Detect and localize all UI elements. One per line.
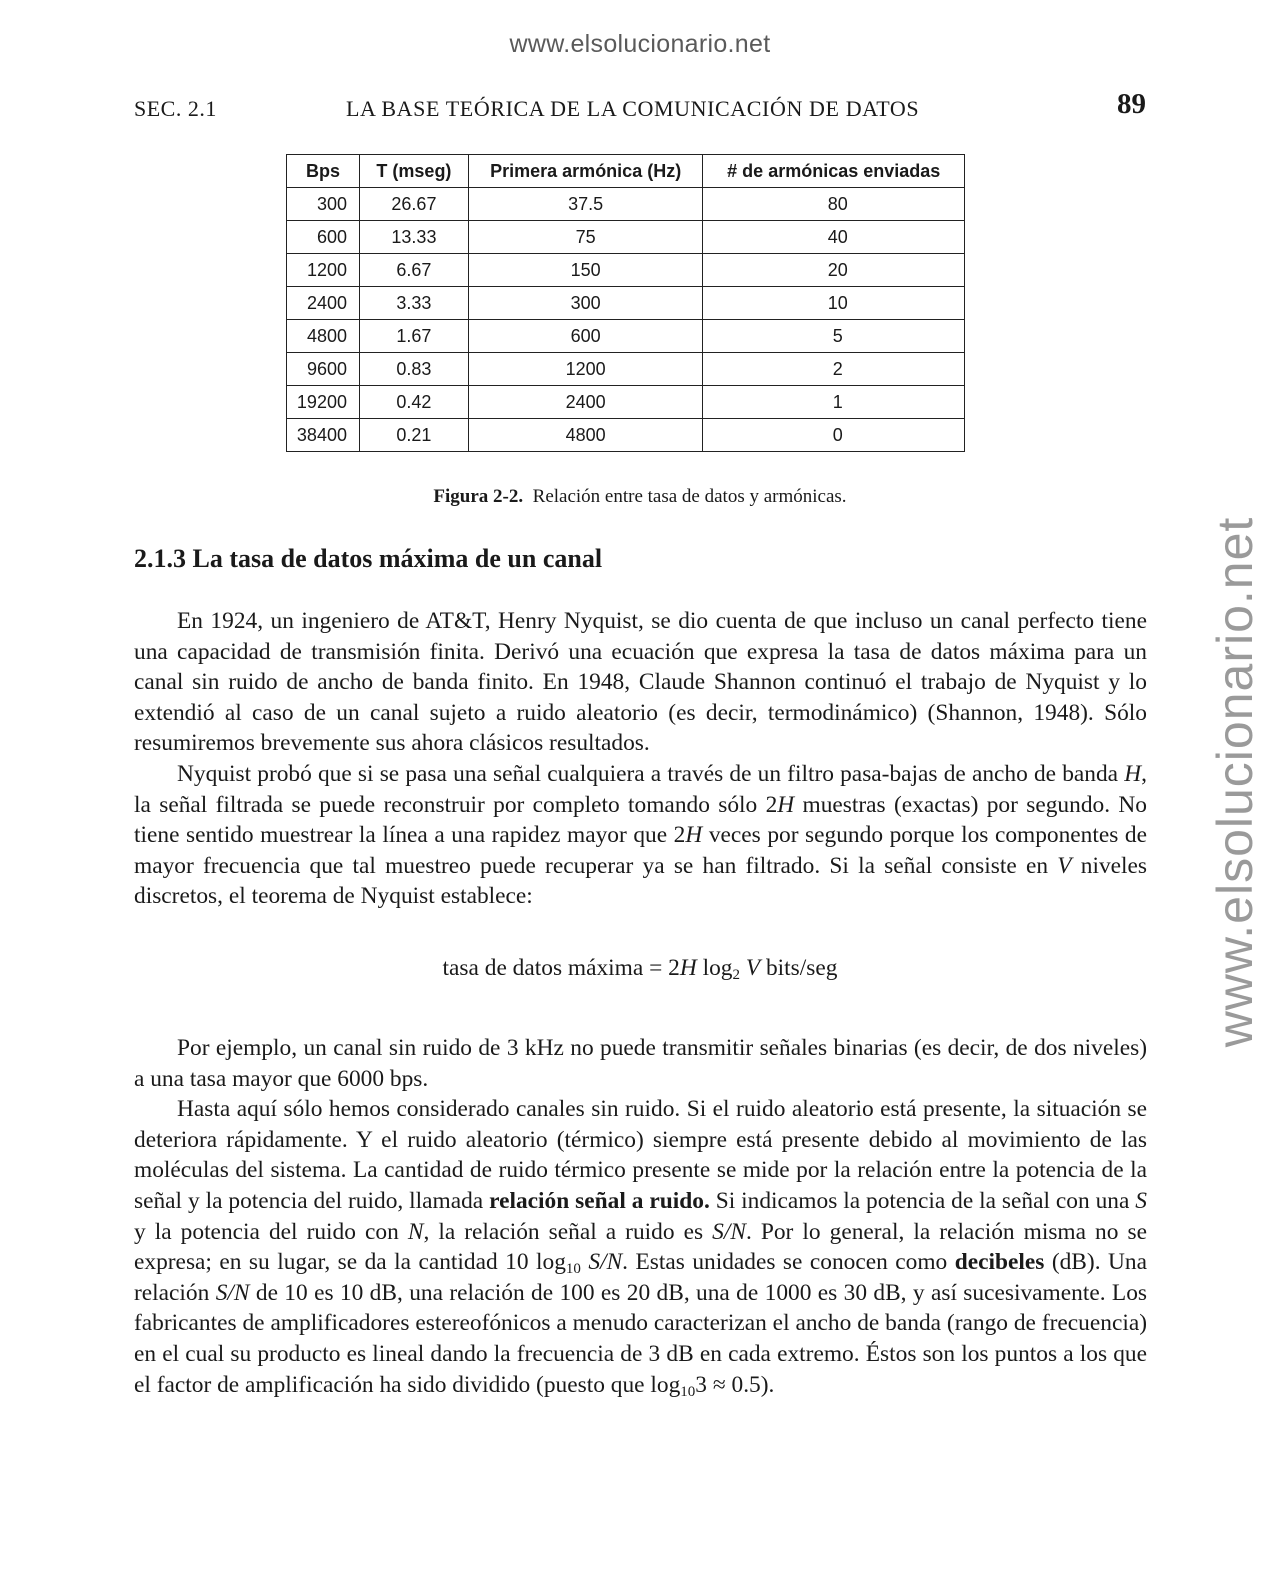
cell-bps: 1200 [287,254,360,287]
watermark-url-top[interactable]: www.elsolucionario.net [509,30,771,58]
cell-harmonics-sent: 80 [703,188,965,221]
table-row [287,287,965,320]
cell-first-harmonic: 4800 [468,419,703,452]
nyquist-formula: tasa de datos máxima = 2H $\log_2 V$ bits/seg [442,955,838,983]
table-row [287,188,965,221]
cell-bps: 9600 [287,353,360,386]
cell-first-harmonic: 2400 [468,386,703,419]
cell-harmonics-sent: 2 [703,353,965,386]
cell-harmonics-sent: 5 [703,320,965,353]
body-block-2 [134,1033,1147,1400]
cell-bps: 600 [287,221,360,254]
table-row [287,419,965,452]
cell-period: 13.33 [359,221,468,254]
cell-period: 0.83 [359,353,468,386]
cell-harmonics-sent: 0 [703,419,965,452]
figure-caption [0,486,1280,508]
section-heading: 2.1.3 La tasa de datos máxima de un canal [134,544,603,573]
cell-bps: 2400 [287,287,360,320]
watermark-url-side: www.elsolucionario.net [1207,516,1263,1048]
table-row [287,320,965,353]
paragraph-nyquist-intro: En 1924, un ingeniero de AT&T, Henry Nyquist, se dio cuenta de que incluso un canal perfecto tiene una capacidad de transmisión finita. Derivó una ecuación que expresa la tasa de datos máxima para un canal sin ruido de ancho de banda finito. En 1948, Claude Shannon continuó el trabajo de Nyquist y lo extendió al caso de un canal sujeto a ruido aleatorio (es decir, termodinámico) (Shannon, 1948). Sólo resumiremos brevemente sus ahora clásicos resultados. [134,608,1147,757]
cell-first-harmonic: 600 [468,320,703,353]
table-row [287,221,965,254]
cell-first-harmonic: 37.5 [468,188,703,221]
chapter-title: LA BASE TEÓRICA DE LA COMUNICACIÓN DE DATOS [346,96,920,121]
cell-bps: 19200 [287,386,360,419]
section-number: SEC. 2.1 [134,96,217,121]
body-block-1 [134,606,1147,912]
running-head [134,88,1146,124]
cell-harmonics-sent: 10 [703,287,965,320]
cell-bps: 4800 [287,320,360,353]
term-snr: relación señal a ruido. [489,1187,710,1214]
paragraph-example: Por ejemplo, un canal sin ruido de 3 kHz no puede transmitir señales binarias (es decir, de dos niveles) a una tasa mayor que 6000 bps. [134,1035,1147,1092]
cell-harmonics-sent: 40 [703,221,965,254]
header-first-harmonic: Primera armónica (Hz) [468,155,703,188]
table-row [287,386,965,419]
cell-first-harmonic: 75 [468,221,703,254]
cell-first-harmonic: 300 [468,287,703,320]
cell-period: 0.42 [359,386,468,419]
figure-caption-text: Relación entre tasa de datos y armónicas. [532,486,847,507]
cell-harmonics-sent: 1 [703,386,965,419]
cell-period: 26.67 [359,188,468,221]
header-period: T (mseg) [359,155,468,188]
paragraph-nyquist-theorem: Nyquist probó que si se pasa una señal cualquiera a través de un filtro pasa-bajas de ancho de banda H, la señal filtrada se puede reconstruir por completo tomando sólo 2H muestras (exactas) por segundo. No tiene sentido muestrear la línea a una rapidez mayor que 2H veces por segundo porque los componentes de mayor frecuencia que tal muestreo puede recuperar ya se han filtrado. Si la señal consiste en V niveles discretos, el teorema de Nyquist establece: [134,760,1147,910]
cell-first-harmonic: 1200 [468,353,703,386]
cell-bps: 38400 [287,419,360,452]
data-rate-table [286,154,965,452]
cell-period: 3.33 [359,287,468,320]
header-bps: Bps [287,155,360,188]
cell-first-harmonic: 150 [468,254,703,287]
cell-period: 6.67 [359,254,468,287]
cell-period: 1.67 [359,320,468,353]
cell-bps: 300 [287,188,360,221]
header-harmonics-sent: # de armónicas enviadas [703,155,965,188]
figure-label: Figura 2-2. [433,486,524,507]
paragraph-noise: Hasta aquí sólo hemos considerado canales sin ruido. Si el ruido aleatorio está presente, la situación se deteriora rápidamente. Y el ruido aleatorio (térmico) siempre está presente debido al movimiento de las moléculas del sistema. La cantidad de ruido térmico presente se mide por la relación entre la potencia de la señal y la potencia del ruido, llamada relación señal a ruido. Si indicamos la potencia de la señal con una S y la potencia del ruido con N, la relación señal a ruido es S/N. Por lo general, la relación misma no se expresa; en su lugar, se da la cantidad 10 $\log_{10} S/N$. Estas unidades se conocen como decibeles (dB). Una relación S/N de 10 es 10 dB, una relación de 100 es 20 dB, una de 1000 es 30 dB, y así sucesivamente. Los fabricantes de amplificadores estereofónicos a menudo caracterizan el ancho de banda (rango de frecuencia) en el cual su producto es lineal dando la frecuencia de 3 dB en cada extremo. Éstos son los puntos a los que el factor de amplificación ha sido dividido (puesto que $\log_{10}3 \approx 0.5$). [134,1096,1148,1400]
cell-period: 0.21 [359,419,468,452]
table-row [287,353,965,386]
page-number: 89 [1117,88,1146,120]
term-decibels: decibeles [954,1249,1045,1276]
table-header-row [287,155,965,188]
table-row [287,254,965,287]
cell-harmonics-sent: 20 [703,254,965,287]
